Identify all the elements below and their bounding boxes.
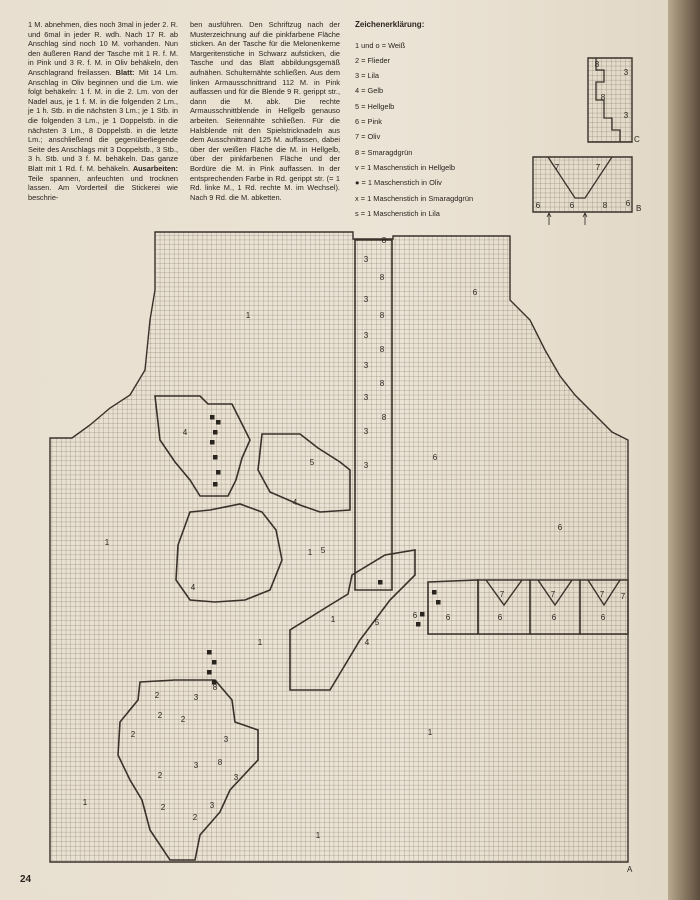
chart-number-label: 6 xyxy=(497,613,503,622)
stitch-mark xyxy=(216,470,221,475)
stitch-mark xyxy=(207,650,212,655)
page-number: 24 xyxy=(20,874,32,885)
chart-number-label: 6 xyxy=(445,613,451,622)
legend-item: s = 1 Maschenstich in Lila xyxy=(355,208,440,218)
chart-number-label: 2 xyxy=(192,813,198,822)
chart-number-label: 3 xyxy=(193,761,199,770)
chart-a-label: A xyxy=(627,865,633,874)
chart-number-label: 3 xyxy=(233,773,239,782)
arrow-up-icon xyxy=(547,213,551,225)
chart-number-label: 3 xyxy=(363,295,369,304)
chart-number-label: 2 xyxy=(154,691,160,700)
chart-number-label: 1 xyxy=(330,615,336,624)
chart-number-label: 6 xyxy=(472,288,478,297)
chart-number-label: 1 xyxy=(315,831,321,840)
chart-number-label: 8 xyxy=(379,273,385,282)
chart-number-label: 6 xyxy=(432,453,438,462)
chart-b-label: B xyxy=(636,204,642,213)
chart-number-label: 1 xyxy=(82,798,88,807)
stitch-mark xyxy=(378,580,383,585)
chart-number-label: 3 xyxy=(363,461,369,470)
stitch-mark xyxy=(436,600,441,605)
chart-number-label: 6 xyxy=(412,611,418,620)
chart-number-label: 4 xyxy=(364,638,370,647)
chart-number-label: 6 xyxy=(557,523,563,532)
chart-b-number: 8 xyxy=(602,201,608,210)
legend-item: ● = 1 Maschenstich in Oliv xyxy=(355,178,442,188)
section-title-blatt: Blatt: xyxy=(115,67,135,77)
chart-number-label: 2 xyxy=(180,715,186,724)
chart-number-label: 2 xyxy=(157,771,163,780)
chart-c-number: 3 xyxy=(623,68,629,77)
chart-number-label: 1 xyxy=(257,638,263,647)
chart-number-label: 1 xyxy=(427,728,433,737)
chart-number-label: 8 xyxy=(381,236,387,245)
stitch-mark xyxy=(210,415,215,420)
stitch-mark xyxy=(416,622,421,627)
chart-c-label: C xyxy=(634,135,640,144)
stitch-mark xyxy=(420,612,425,617)
chart-number-label: 7 xyxy=(499,590,505,599)
chart-number-label: 4 xyxy=(292,498,298,507)
legend-item: 4 = Gelb xyxy=(355,86,384,96)
section-text-ausarbeiten: Teile spannen, anfeuchten und trocknen lassen. Am Vorderteil die Stickerei wie beschrie- xyxy=(28,173,178,202)
instructions-continued: ben ausführen. Den Schriftzug nach der Musterzeichnung auf die pinkfarbene Fläche sticken. An der Tasche für die Melonenkerne Margeritenstiche in Schwarz aufsticken, die Tasche und das Blatt abbildungsgemäß aufnähen. Schulternähte schließen. Aus dem linken Armausschnittrand 112 M. in Pink auffassen und für die Blende 9 R. gerippt str., dann die M. abk. Die rechte Armausschnittblende in Hellgelb genauso arbeiten. Seitennähte schließen. Für die Halsblende mit den Spielstricknadeln aus dem Ausschnittrand 125 M. auffassen, dabei über der weißen Fläche die M. in Hellgelb, über der pinkfarbenen Fläche und der Bordüre die M. in Pink auffassen. In der entsprechenden Farbe in Rd. gerippt str. (= 1 Rd. linke M., 1 Rd. rechte M. im Wechsel). Nach 9 Rd. die M. abketten. xyxy=(190,20,340,202)
chart-b-number: 6 xyxy=(535,201,541,210)
instructions-paragraph: 1 M. abnehmen, dies noch 3mal in jeder 2. R. und 6mal in jeder R. wdh. Nach 17 R. ab Anschlag sind noch 10 M. vorhanden. Nun den äußeren Rand der Tasche mit 1 R. f. M. in Pink und 3 R. f. M. in Oliv behäkeln, den Anschlagrand freilassen. xyxy=(28,20,178,77)
chart-c-number: 8 xyxy=(600,93,606,102)
chart-number-label: 8 xyxy=(379,345,385,354)
legend-title: Zeichenerklärung: xyxy=(355,20,425,29)
legend-item: v = 1 Maschenstich in Hellgelb xyxy=(355,162,456,172)
stitch-mark xyxy=(213,482,218,487)
chart-number-label: 8 xyxy=(379,379,385,388)
chart-number-label: 8 xyxy=(379,311,385,320)
legend-item: 2 = Flieder xyxy=(355,55,391,65)
chart-number-label: 6 xyxy=(600,613,606,622)
chart-b-number: 7 xyxy=(595,163,601,172)
chart-c-number: 3 xyxy=(623,111,629,120)
section-title-ausarbeiten: Ausarbeiten: xyxy=(132,163,178,173)
stitch-mark xyxy=(207,670,212,675)
stitch-mark xyxy=(213,430,218,435)
chart-number-label: 2 xyxy=(160,803,166,812)
chart-number-label: 5 xyxy=(320,546,326,555)
chart-number-label: 2 xyxy=(130,730,136,739)
stitch-mark xyxy=(432,590,437,595)
chart-number-label: 2 xyxy=(157,711,163,720)
stitch-mark xyxy=(213,455,218,460)
chart-b-number: 6 xyxy=(625,199,631,208)
legend-item: x = 1 Maschenstich in Smaragdgrün xyxy=(355,193,474,203)
legend-item: 6 = Pink xyxy=(355,117,382,127)
chart-number-label: 3 xyxy=(223,735,229,744)
chart-number-label: 5 xyxy=(309,458,315,467)
stitch-mark xyxy=(216,420,221,425)
chart-b-number: 7 xyxy=(554,163,560,172)
chart-number-label: 8 xyxy=(212,683,218,692)
chart-number-label: 1 xyxy=(307,548,313,557)
chart-number-label: 4 xyxy=(190,583,196,592)
chart-number-label: 1 xyxy=(245,311,251,320)
legend-item: 3 = Lila xyxy=(355,71,380,81)
chart-number-label: 7 xyxy=(550,590,556,599)
chart-number-label: 3 xyxy=(209,801,215,810)
chart-b-number: 6 xyxy=(569,201,575,210)
stitch-mark xyxy=(210,440,215,445)
legend-item: 5 = Hellgelb xyxy=(355,101,395,111)
chart-number-label: 5 xyxy=(374,618,380,627)
chart-number-label: 3 xyxy=(193,693,199,702)
chart-number-label: 7 xyxy=(599,590,605,599)
chart-c-number: 8 xyxy=(594,60,600,69)
stitch-mark xyxy=(212,660,217,665)
chart-number-label: 3 xyxy=(363,331,369,340)
chart-number-label: 3 xyxy=(363,393,369,402)
chart-number-label: 4 xyxy=(182,428,188,437)
chart-number-label: 8 xyxy=(381,413,387,422)
section-text-blatt: Mit 14 Lm. Anschlag in Oliv beginnen und die Lm. wie folgt behäkeln: 1 f. M. in die 2. Lm. von der Nadel aus, je 1 f. M. in die folgenden 2 Lm., je 1 h. Stb. in die nächsten 3 Lm.; je 1 Stb. in die folgenden 3 Lm., je 1 Doppelstb. in die nächsten 3 Lm., 8 Doppelstb. in die letzte Lm.; anschließend die gegenüberliegende Seite des Anschlags mit 3 Doppelstb., 3 Stb., 3 h. Stb. und 3 f. M. behäkeln. Das ganze Blatt mit 1 Rd. f. M. behäkeln. xyxy=(28,67,178,173)
chart-number-label: 3 xyxy=(363,255,369,264)
chart-number-label: 6 xyxy=(551,613,557,622)
legend-item: 1 und o = Weiß xyxy=(355,40,406,50)
chart-number-label: 7 xyxy=(620,592,626,601)
legend-item: 8 = Smaragdgrün xyxy=(355,147,413,157)
chart-number-label: 3 xyxy=(363,427,369,436)
legend-item: 7 = Oliv xyxy=(355,132,381,142)
chart-number-label: 8 xyxy=(217,758,223,767)
chart-number-label: 1 xyxy=(104,538,110,547)
arrow-up-icon xyxy=(583,213,587,225)
chart-number-label: 3 xyxy=(363,361,369,370)
